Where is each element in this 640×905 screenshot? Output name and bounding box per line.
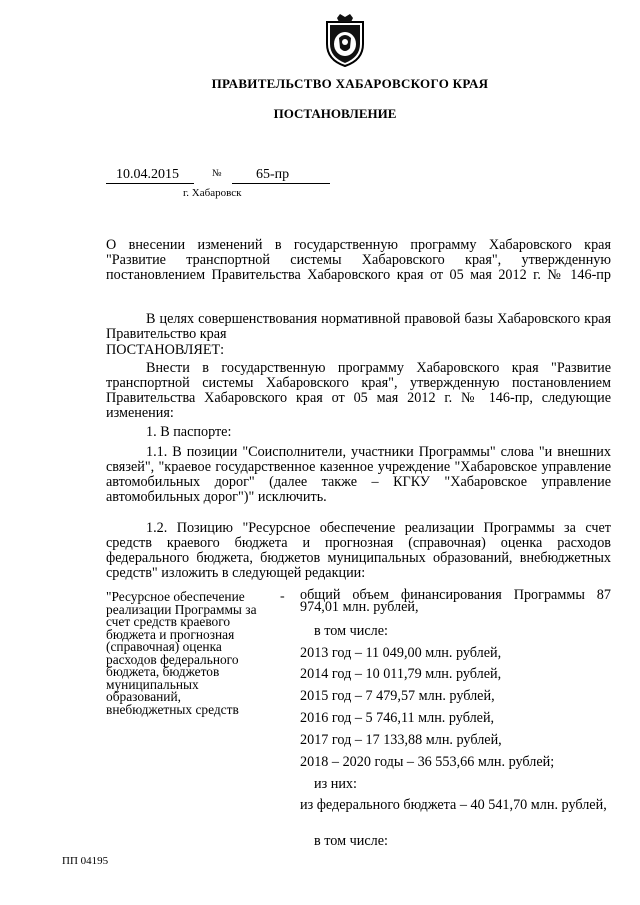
document-type: ПОСТАНОВЛЕНИЕ (273, 106, 397, 121)
document-subject: О внесении изменений в государственную программу Хабаровского края "Развитие транспортной системы Хабаровского края", утвержденную постановлением Правительства Хабаровского края от 05 мая 2012 г. № 146-пр (106, 237, 611, 283)
resolves-heading: ПОСТАНОВЛЯЕТ: (106, 342, 225, 358)
year-row-2016: 2016 год – 5 746,11 млн. рублей, (300, 710, 495, 726)
city: г. Хабаровск (183, 187, 242, 199)
including-label: в том числе: (314, 623, 388, 639)
government-name: ПРАВИТЕЛЬСТВО ХАБАРОВСКОГО КРАЯ (211, 76, 489, 91)
year-row-2014: 2014 год – 10 011,79 млн. рублей, (300, 666, 502, 682)
paragraph-1: Внести в государственную программу Хабаровского края "Развитие транспортной системы Хабаровского края", утвержденную постановлением Правительства Хабаровского края от 05 мая 2012 г. № 146-пр, следующие изменения: (106, 360, 611, 421)
including-label-2: в том числе: (314, 833, 388, 849)
year-row-2013: 2013 год – 11 049,00 млн. рублей, (300, 645, 502, 661)
footer-code: ПП 04195 (62, 855, 109, 867)
table-dash: - (280, 589, 285, 604)
year-row-2015: 2015 год – 7 479,57 млн. рублей, (300, 688, 495, 704)
paragraph-1-2: 1.2. Позицию "Ресурсное обеспечение реализации Программы за счет средств краевого бюджета и прогнозная (справочная) оценка расходов федерального бюджета, бюджетов муниципальных образований, внебюджетных средств" изложить в следующей редакции: (106, 520, 611, 581)
table-left-cell: "Ресурсное обеспечение реализации Программы за счет средств краевого бюджета и прогнозная (справочная) оценка расходов федерального бюджета, бюджетов муниципальных образований, внебюджетных средств (106, 589, 257, 717)
year-row-2017: 2017 год – 17 133,88 млн. рублей, (300, 732, 502, 748)
federal-budget: из федерального бюджета – 40 541,70 млн. рублей, (300, 797, 607, 813)
document-number: 65-пр (232, 166, 330, 184)
intro-paragraph: В целях совершенствования нормативной правовой базы Хабаровского края Правительство края (106, 311, 611, 342)
number-sign: № (212, 168, 222, 179)
of-them-label: из них: (314, 776, 357, 792)
year-row-2018-2020: 2018 – 2020 годы – 36 553,66 млн. рублей; (300, 754, 555, 770)
document-date: 10.04.2015 (106, 166, 194, 184)
coat-of-arms-icon (323, 14, 367, 68)
paragraph-passport: 1. В паспорте: (146, 424, 232, 440)
financing-total: общий объем финансирования Программы 87 974,01 млн. рублей, (300, 587, 611, 615)
paragraph-1-1: 1.1. В позиции "Соисполнители, участники Программы" слова "и внешних связей", "краевое государственное казенное учреждение "Хабаровское управление автомобильных дорог" (далее также – КГКУ "Хабаровское управление автомобильных дорог")" исключить. (106, 444, 611, 505)
